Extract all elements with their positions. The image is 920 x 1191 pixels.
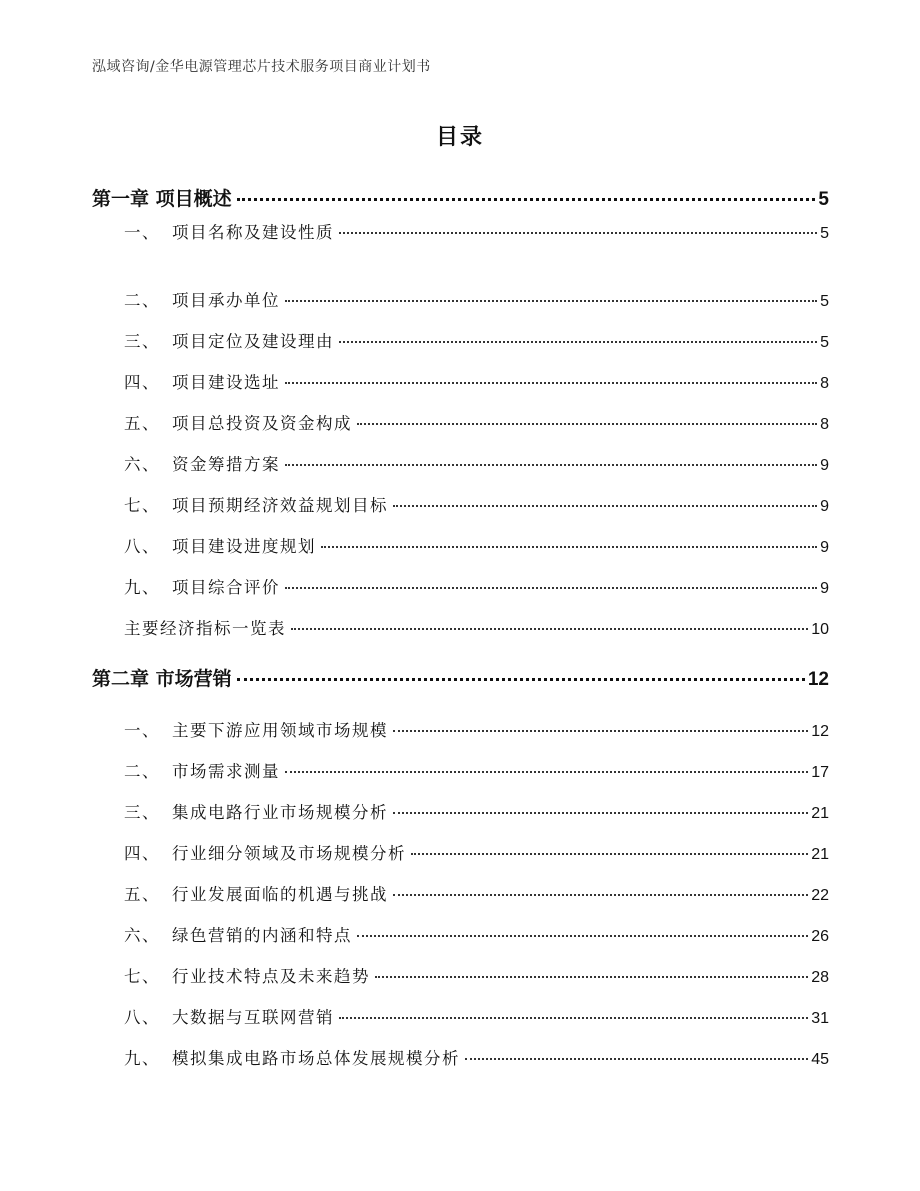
dot-leader <box>291 628 808 630</box>
section-title: 行业发展面临的机遇与挑战 <box>172 885 388 904</box>
toc-chapter-label: 第二章 市场营销 <box>92 668 232 690</box>
toc-section-label <box>124 410 354 434</box>
dot-leader <box>237 678 805 681</box>
toc-page-number: 5 <box>818 189 829 210</box>
toc-section-label <box>124 1004 336 1028</box>
toc-page-number: 10 <box>811 621 829 638</box>
toc-section-label <box>124 615 288 639</box>
toc-section[interactable] <box>124 287 829 311</box>
section-title: 主要经济指标一览表 <box>124 619 286 638</box>
toc-section[interactable] <box>124 574 829 598</box>
toc-chapter-1[interactable] <box>92 184 829 211</box>
toc-page-number: 12 <box>811 723 829 740</box>
dot-leader <box>285 300 817 302</box>
section-number: 二、 <box>124 762 160 781</box>
section-number: 七、 <box>124 496 160 515</box>
toc-section[interactable] <box>124 615 829 639</box>
section-title: 模拟集成电路市场总体发展规模分析 <box>172 1049 460 1068</box>
dot-leader <box>465 1058 808 1060</box>
toc-page-number: 9 <box>820 580 829 597</box>
section-title: 项目预期经济效益规划目标 <box>172 496 388 515</box>
toc-section[interactable] <box>124 328 829 352</box>
toc-section-label <box>124 369 282 393</box>
toc-section[interactable] <box>124 799 829 823</box>
dot-leader <box>285 587 817 589</box>
toc-section-label <box>124 492 390 516</box>
toc-page-number: 8 <box>820 416 829 433</box>
section-title: 项目建设进度规划 <box>172 537 316 556</box>
section-title: 项目定位及建设理由 <box>172 332 334 351</box>
toc-page-number: 9 <box>820 457 829 474</box>
dot-leader <box>339 1017 808 1019</box>
section-number: 六、 <box>124 926 160 945</box>
toc-section[interactable] <box>124 533 829 557</box>
toc-section[interactable] <box>124 1045 829 1069</box>
dot-leader <box>285 382 817 384</box>
toc-title: 目录 <box>435 125 484 150</box>
section-number: 九、 <box>124 578 160 597</box>
toc-page-number: 21 <box>811 846 829 863</box>
dot-leader <box>339 232 817 234</box>
toc-section-label <box>124 881 390 905</box>
toc-page-number: 31 <box>811 1010 829 1027</box>
toc-section[interactable] <box>124 881 829 905</box>
section-number: 五、 <box>124 885 160 904</box>
section-title: 项目总投资及资金构成 <box>172 414 352 433</box>
toc-chapter-label: 第一章 项目概述 <box>92 188 232 210</box>
section-title: 项目综合评价 <box>172 578 280 597</box>
toc-section-label <box>124 451 282 475</box>
toc-section[interactable] <box>124 369 829 393</box>
toc-section-label <box>124 922 354 946</box>
section-number: 一、 <box>124 223 160 242</box>
toc-section[interactable] <box>124 963 829 987</box>
section-number: 三、 <box>124 803 160 822</box>
dot-leader <box>393 812 808 814</box>
toc-section[interactable] <box>124 219 829 243</box>
toc-page-number: 26 <box>811 928 829 945</box>
toc-section-label <box>124 799 390 823</box>
toc-section-label <box>124 840 408 864</box>
toc-page-number: 17 <box>811 764 829 781</box>
section-number: 五、 <box>124 414 160 433</box>
running-header: 泓域咨询/金华电源管理芯片技术服务项目商业计划书 <box>92 59 431 75</box>
section-title: 大数据与互联网营销 <box>172 1008 334 1027</box>
section-number: 三、 <box>124 332 160 351</box>
toc-section-label <box>124 328 336 352</box>
toc-section[interactable] <box>124 451 829 475</box>
toc-page-number: 22 <box>811 887 829 904</box>
section-title: 市场需求测量 <box>172 762 280 781</box>
toc-page-number: 45 <box>811 1051 829 1068</box>
section-title: 集成电路行业市场规模分析 <box>172 803 388 822</box>
toc-page-number: 12 <box>807 669 829 690</box>
toc-section[interactable] <box>124 758 829 782</box>
toc-section[interactable] <box>124 840 829 864</box>
toc-chapter-2[interactable] <box>92 664 829 691</box>
toc-section-label <box>124 717 390 741</box>
section-title: 主要下游应用领域市场规模 <box>172 721 388 740</box>
section-title: 项目名称及建设性质 <box>172 223 334 242</box>
section-title: 项目建设选址 <box>172 373 280 392</box>
dot-leader <box>285 771 808 773</box>
toc-section-label <box>124 1045 462 1069</box>
toc-page-number: 5 <box>820 225 829 242</box>
section-number: 八、 <box>124 1008 160 1027</box>
toc-section[interactable] <box>124 717 829 741</box>
toc-section-label <box>124 758 282 782</box>
dot-leader <box>285 464 817 466</box>
section-title: 行业细分领域及市场规模分析 <box>172 844 406 863</box>
toc-page-number: 5 <box>820 334 829 351</box>
toc-page-number: 8 <box>820 375 829 392</box>
toc-page-number: 9 <box>820 539 829 556</box>
dot-leader <box>375 976 808 978</box>
toc-section[interactable] <box>124 922 829 946</box>
dot-leader <box>237 198 816 201</box>
dot-leader <box>393 730 808 732</box>
dot-leader <box>393 505 817 507</box>
section-title: 资金筹措方案 <box>172 455 280 474</box>
section-number: 七、 <box>124 967 160 986</box>
toc-section-label <box>124 219 336 243</box>
section-title: 绿色营销的内涵和特点 <box>172 926 352 945</box>
section-title: 项目承办单位 <box>172 291 280 310</box>
dot-leader <box>357 935 808 937</box>
toc-page-number: 28 <box>811 969 829 986</box>
section-number: 八、 <box>124 537 160 556</box>
section-number: 四、 <box>124 844 160 863</box>
dot-leader <box>393 894 808 896</box>
toc-page-number: 9 <box>820 498 829 515</box>
section-number: 九、 <box>124 1049 160 1068</box>
toc-section[interactable] <box>124 410 829 434</box>
toc-page-number: 5 <box>820 293 829 310</box>
toc-section[interactable] <box>124 492 829 516</box>
dot-leader <box>321 546 817 548</box>
section-number: 二、 <box>124 291 160 310</box>
dot-leader <box>339 341 817 343</box>
toc-section-label <box>124 533 318 557</box>
dot-leader <box>357 423 817 425</box>
section-number: 六、 <box>124 455 160 474</box>
section-number: 一、 <box>124 721 160 740</box>
dot-leader <box>411 853 808 855</box>
section-number: 四、 <box>124 373 160 392</box>
toc-section-label <box>124 287 282 311</box>
toc-section[interactable] <box>124 1004 829 1028</box>
toc-section-label <box>124 574 282 598</box>
toc-section-label <box>124 963 372 987</box>
section-title: 行业技术特点及未来趋势 <box>172 967 370 986</box>
toc-page-number: 21 <box>811 805 829 822</box>
